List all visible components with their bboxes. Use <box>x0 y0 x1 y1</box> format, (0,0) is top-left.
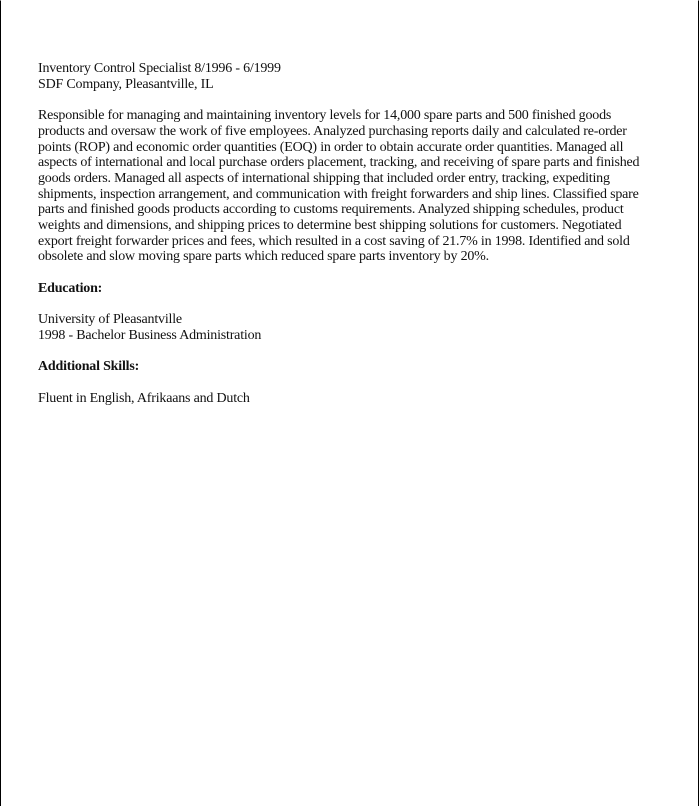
spacer <box>38 92 653 108</box>
spacer <box>38 265 653 281</box>
job-title: Inventory Control Specialist 8/1996 - 6/1999 <box>38 61 281 76</box>
education-degree: 1998 - Bachelor Business Administration <box>38 327 262 343</box>
job-description-line: shipments, inspection arrangement, and communication with freight forwarders and ship lines. Classified spare <box>38 186 639 202</box>
job-description-line: weights and dimensions, and shipping prices to determine best shipping solutions for customers. Negotiated <box>38 218 622 234</box>
skills-heading: Additional Skills: <box>38 359 140 375</box>
job-description-line: goods orders. Managed all aspects of international shipping that included order entry, tracking, expediting <box>38 170 610 186</box>
job-description-line: parts and finished goods products according to customs requirements. Analyzed shipping schedules, product <box>38 202 624 218</box>
job-description-line: export freight forwarder prices and fees, which resulted in a cost saving of 21.7% in 1998. Identified and sold <box>38 233 630 249</box>
job-description-line: products and oversaw the work of five employees. Analyzed purchasing reports daily and calculated re-order <box>38 123 627 139</box>
job-description <box>38 108 653 265</box>
job-header <box>38 61 653 92</box>
job-description-line: points (ROP) and economic order quantities (EOQ) in order to obtain accurate order quantities. Managed all <box>38 139 624 155</box>
education-details <box>38 312 653 343</box>
resume-content <box>38 61 653 406</box>
education-school: University of Pleasantville <box>38 312 182 328</box>
skills-text: Fluent in English, Afrikaans and Dutch <box>38 390 250 406</box>
job-description-line: obsolete and slow moving spare parts which reduced spare parts inventory by 20%. <box>38 249 489 265</box>
job-description-line: Responsible for managing and maintaining inventory levels for 14,000 spare parts and 500 finished goods <box>38 108 612 124</box>
spacer <box>38 375 653 391</box>
job-description-line: aspects of international and local purchase orders placement, tracking, and receiving of spare parts and finished <box>38 155 640 171</box>
education-heading: Education: <box>38 280 103 296</box>
job-company: SDF Company, Pleasantville, IL <box>38 76 214 92</box>
spacer <box>38 344 653 360</box>
spacer <box>38 297 653 313</box>
